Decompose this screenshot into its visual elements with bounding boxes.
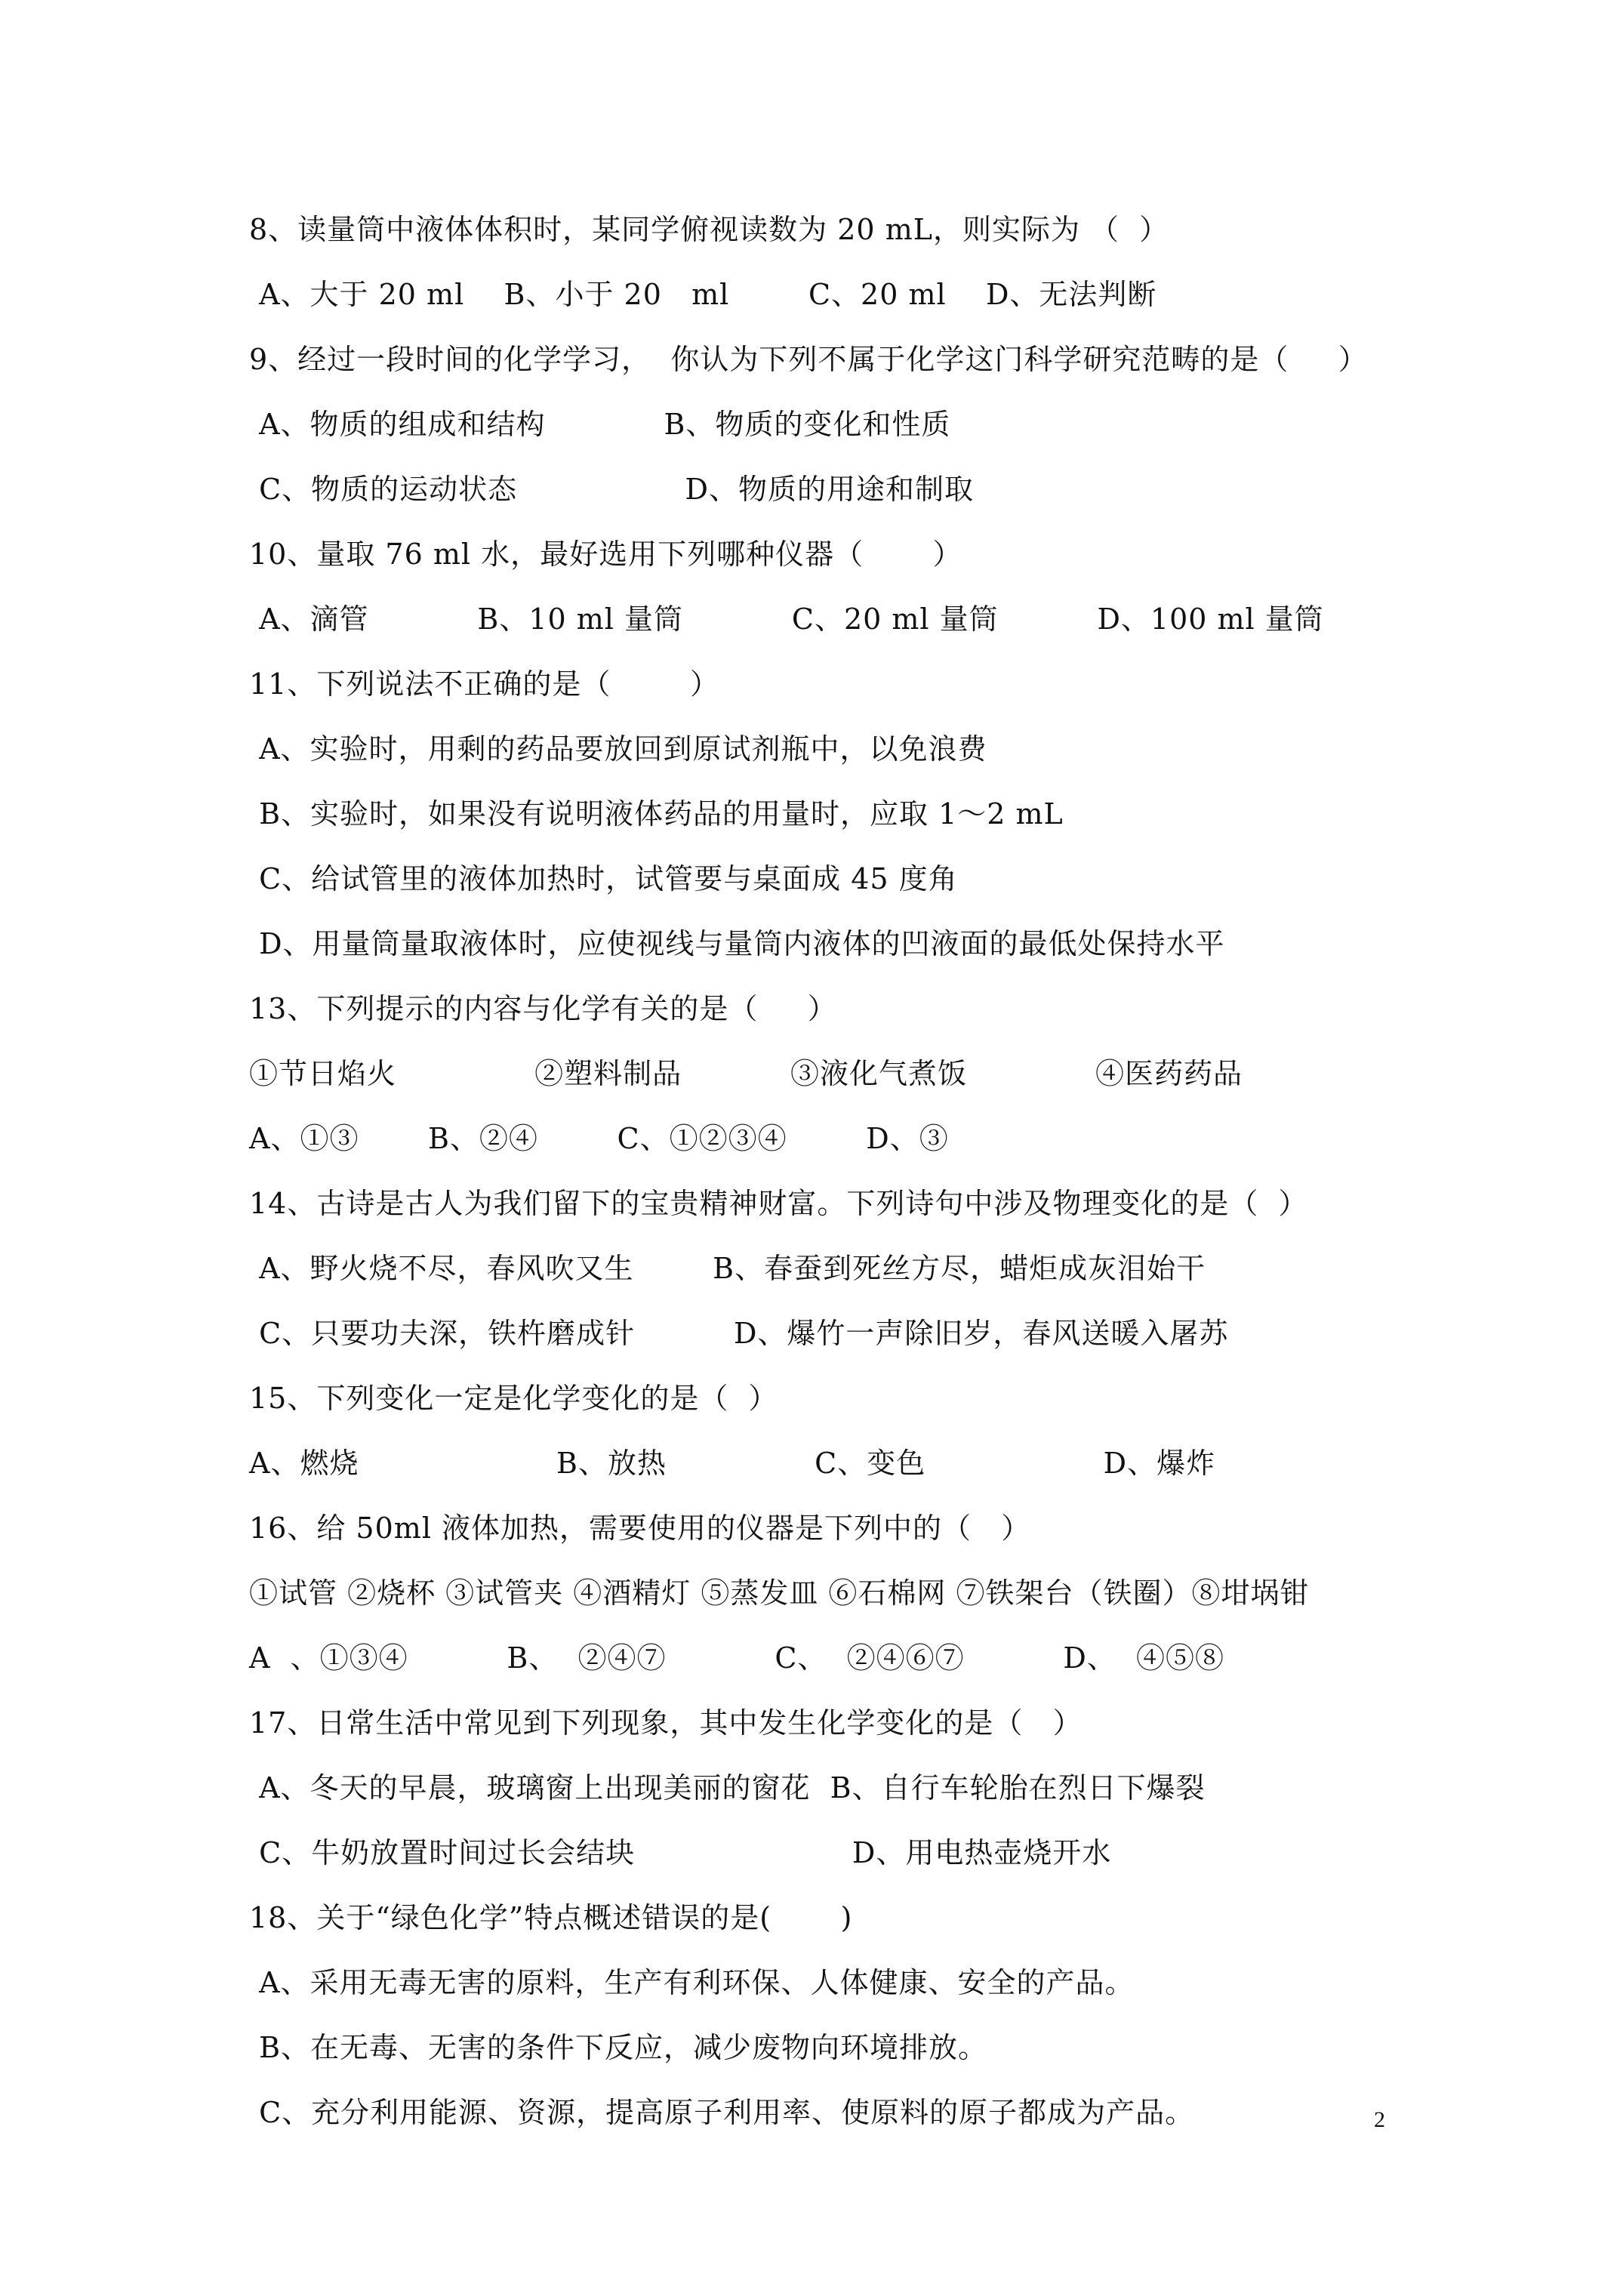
question-13-items: ①节日焰火 ②塑料制品 ③液化气煮饭 ④医药药品 (249, 1057, 1243, 1090)
question-8: 8、读量筒中液体体积时，某同学俯视读数为 20 mL，则实际为 （ ） (249, 213, 1169, 246)
question-18-option-a: A、采用无毒无害的原料，生产有利环保、人体健康、安全的产品。 (249, 1966, 1135, 1999)
question-14-options-cd: C、只要功夫深，铁杵磨成针 D、爆竹一声除旧岁，春风送暖入屠苏 (249, 1317, 1229, 1350)
question-15-options: A、燃烧 B、放热 C、变色 D、爆炸 (249, 1447, 1216, 1480)
question-13: 13、下列提示的内容与化学有关的是（ ） (249, 992, 837, 1025)
question-9: 9、经过一段时间的化学学习， 你认为下列不属于化学这门科学研究范畴的是（ ） (249, 343, 1368, 376)
question-18-option-c: C、充分利用能源、资源，提高原子利用率、使原料的原子都成为产品。 (249, 2096, 1195, 2129)
page-number: 2 (1374, 2107, 1385, 2132)
question-11-option-d: D、用量筒量取液体时，应使视线与量筒内液体的凹液面的最低处保持水平 (249, 927, 1225, 960)
question-17: 17、日常生活中常见到下列现象，其中发生化学变化的是（ ） (249, 1706, 1083, 1740)
question-17-options-cd: C、牛奶放置时间过长会结块 D、用电热壶烧开水 (249, 1836, 1112, 1869)
question-11-option-a: A、实验时，用剩的药品要放回到原试剂瓶中，以免浪费 (249, 732, 987, 766)
question-10-options: A、滴管 B、10 ml 量筒 C、20 ml 量筒 D、100 ml 量筒 (249, 603, 1324, 636)
question-14-options-ab: A、野火烧不尽，春风吹又生 B、春蚕到死丝方尽，蜡炬成灰泪始干 (249, 1252, 1206, 1285)
question-11-option-b: B、实验时，如果没有说明液体药品的用量时，应取 1～2 mL (249, 797, 1064, 831)
question-10: 10、量取 76 ml 水，最好选用下列哪种仪器（ ） (249, 538, 962, 571)
question-8-options: A、大于 20 ml B、小于 20 ml C、20 ml D、无法判断 (249, 278, 1157, 311)
question-17-options-ab: A、冬天的早晨，玻璃窗上出现美丽的窗花 B、自行车轮胎在烈日下爆裂 (249, 1771, 1206, 1804)
question-11-option-c: C、给试管里的液体加热时，试管要与桌面成 45 度角 (249, 862, 958, 895)
question-18-option-b: B、在无毒、无害的条件下反应，减少废物向环境排放。 (249, 2031, 988, 2064)
question-9-options-cd: C、物质的运动状态 D、物质的用途和制取 (249, 473, 974, 506)
question-9-options-ab: A、物质的组成和结构 B、物质的变化和性质 (249, 408, 951, 441)
question-16-options: A 、①③④ B、 ②④⑦ C、 ②④⑥⑦ D、 ④⑤⑧ (249, 1641, 1224, 1675)
question-14: 14、古诗是古人为我们留下的宝贵精神财富。下列诗句中涉及物理变化的是（ ） (249, 1187, 1308, 1220)
question-11: 11、下列说法不正确的是（ ） (249, 667, 719, 701)
question-15: 15、下列变化一定是化学变化的是（ ） (249, 1382, 778, 1415)
question-18: 18、关于“绿色化学”特点概述错误的是( ) (249, 1901, 853, 1934)
question-13-options: A、①③ B、②④ C、①②③④ D、③ (249, 1122, 949, 1155)
question-16-items: ①试管 ②烧杯 ③试管夹 ④酒精灯 ⑤蒸发皿 ⑥石棉网 ⑦铁架台（铁圈）⑧坩埚钳 (249, 1576, 1310, 1610)
question-16: 16、给 50ml 液体加热，需要使用的仪器是下列中的（ ） (249, 1512, 1031, 1545)
